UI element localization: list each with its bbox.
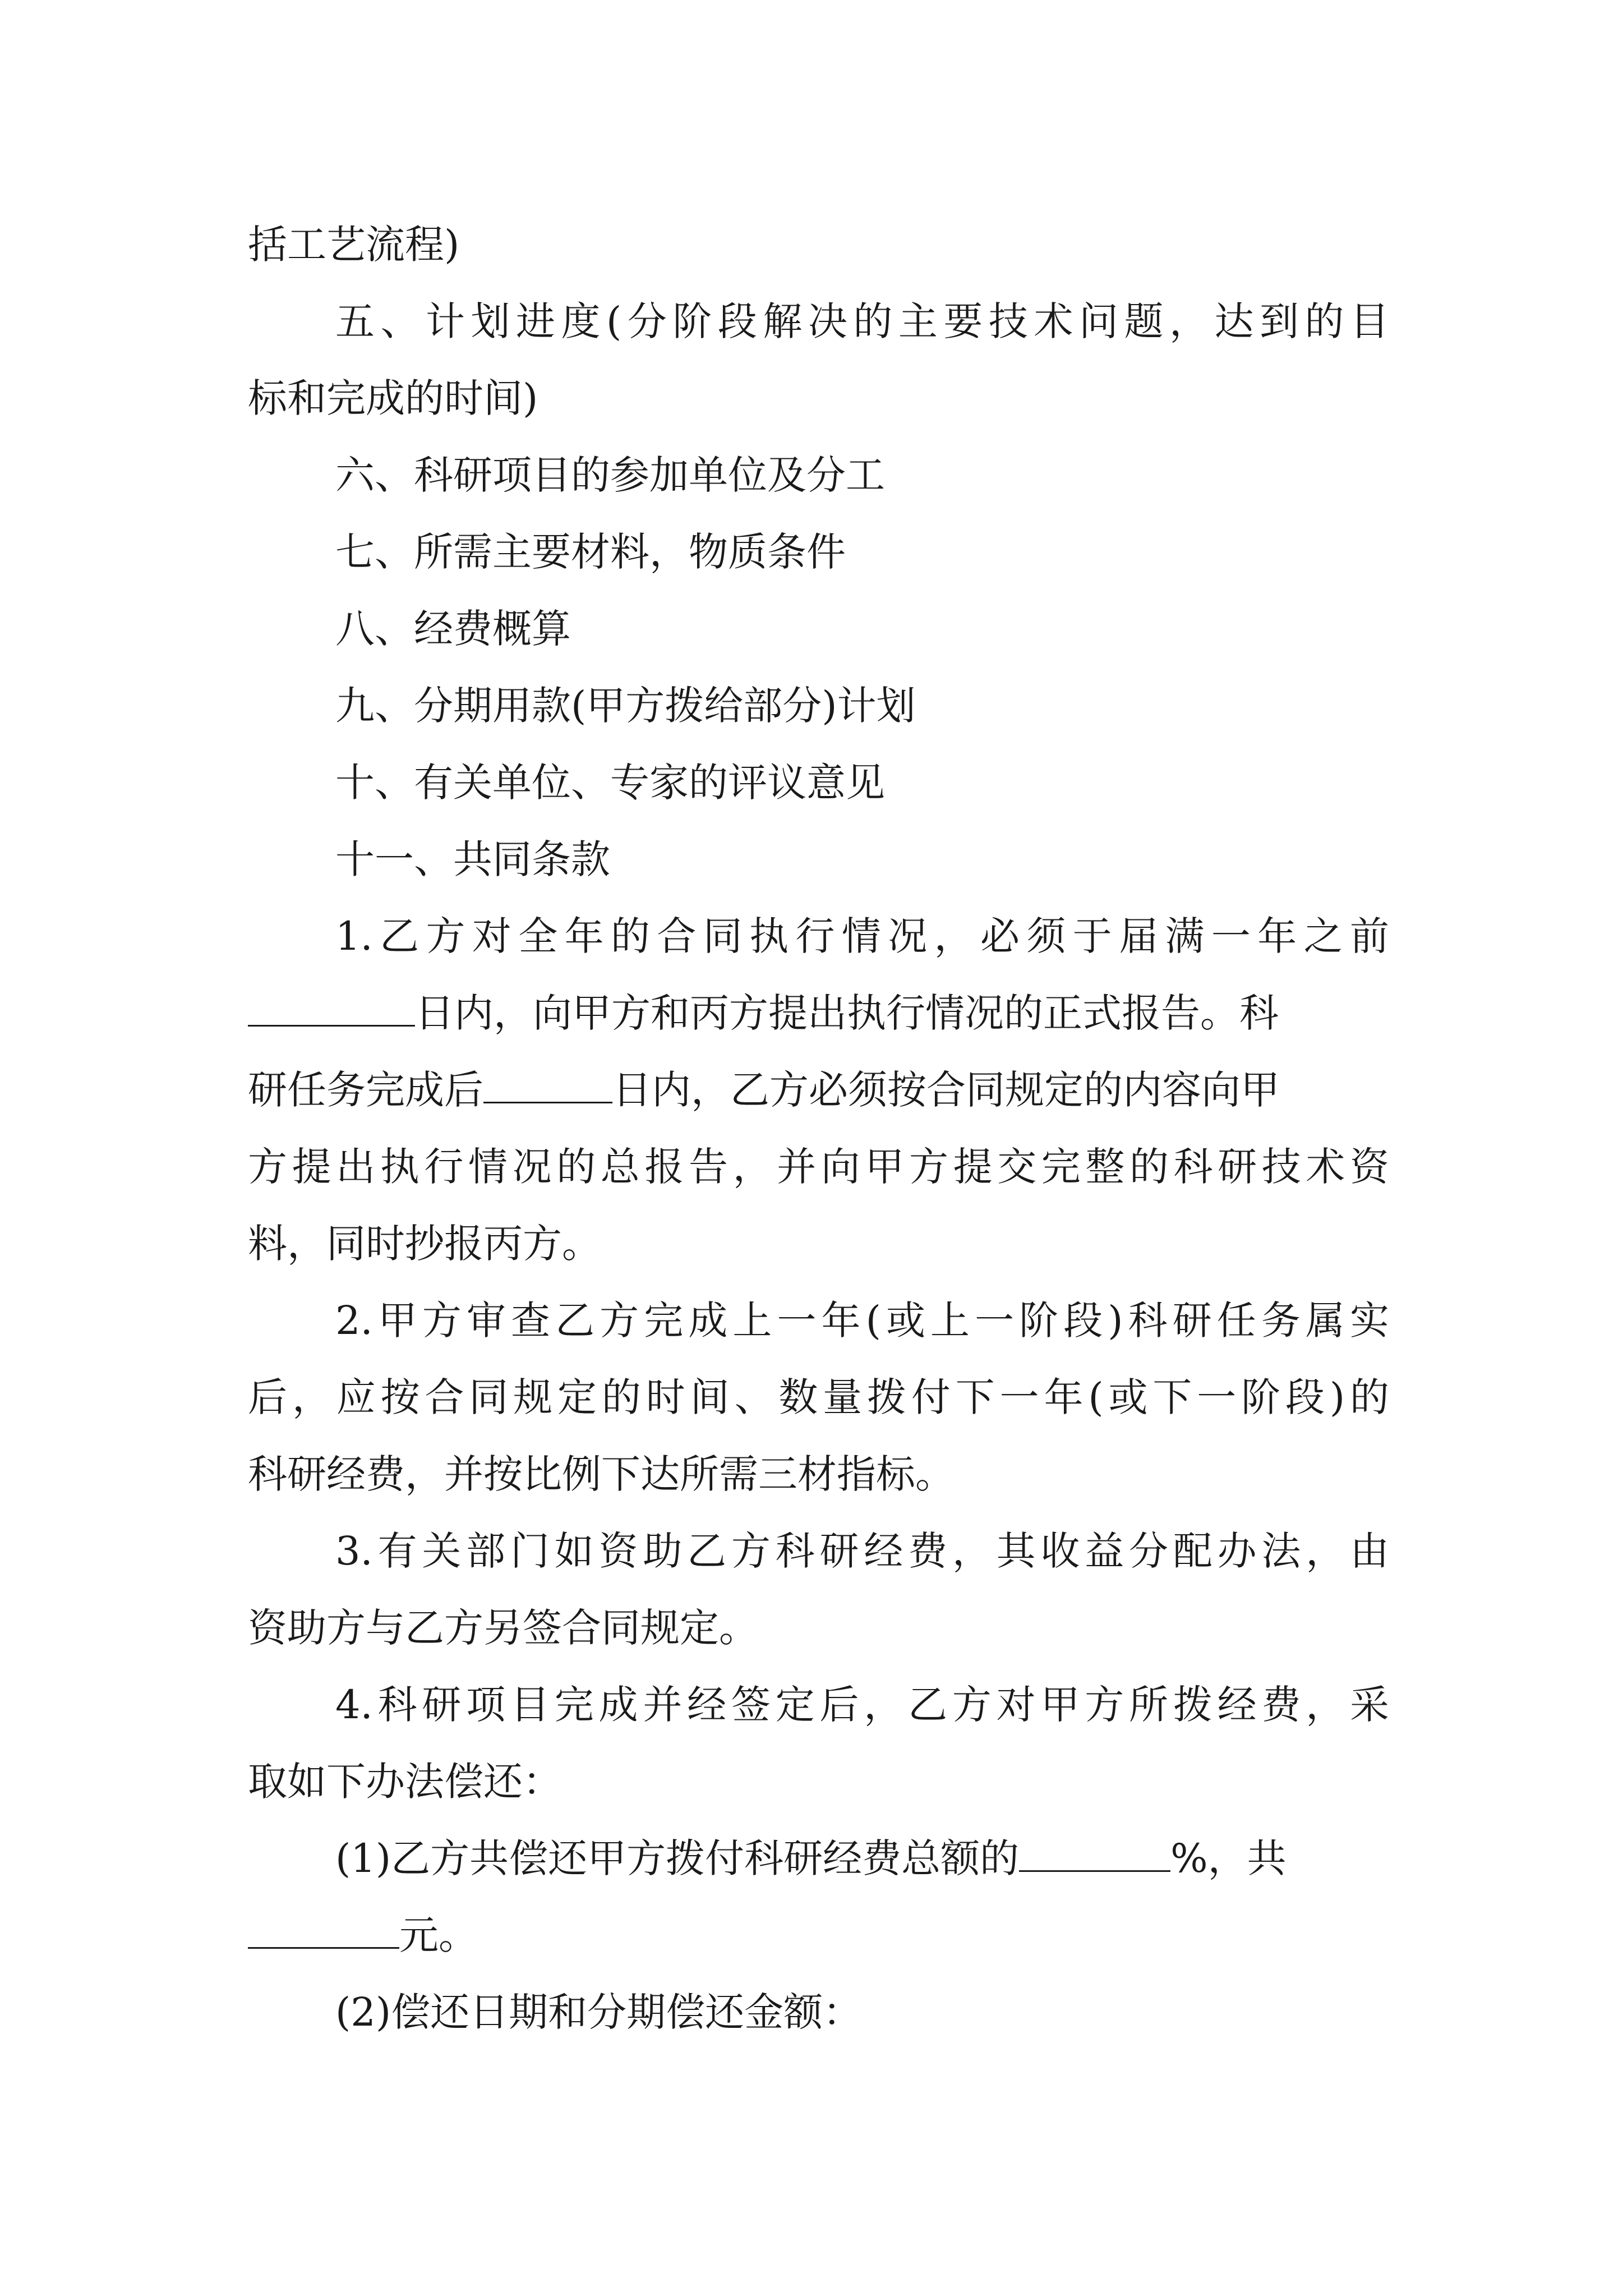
section-heading-participants: 六、科研项目的参加单位及分工 xyxy=(335,452,885,498)
text-fragment: %，共 xyxy=(1170,1835,1287,1881)
text-fragment: 元。 xyxy=(399,1912,478,1958)
text-fragment: 日内，向甲方和丙方提出执行情况的正式报告。科 xyxy=(415,990,1279,1036)
clause-2-line: 后，应按合同规定的时间、数量拨付下一年(或下一阶段)的 xyxy=(248,1374,1389,1420)
clause-2-line: 科研经费，并按比例下达所需三材指标。 xyxy=(248,1451,955,1497)
section-heading-materials: 七、所需主要材料，物质条件 xyxy=(335,529,846,575)
clause-1-line xyxy=(248,1052,1389,1129)
clause-4-1-line xyxy=(248,1897,1389,1974)
text-fragment: 研任务完成后 xyxy=(248,1067,483,1113)
clause-3-line: 资助方与乙方另签合同规定。 xyxy=(248,1605,758,1651)
clause-4-line: 4.科研项目完成并经签定后，乙方对甲方所拨经费，采 xyxy=(335,1682,1389,1728)
clause-1-line: 方提出执行情况的总报告，并向甲方提交完整的科研技术资 xyxy=(248,1144,1389,1190)
text-fragment: (1)乙方共偿还甲方拨付科研经费总额的 xyxy=(335,1835,1020,1881)
section-heading-payment-plan: 九、分期用款(甲方拨给部分)计划 xyxy=(335,683,916,729)
text-line: 括工艺流程) xyxy=(248,222,460,268)
clause-4-1-line xyxy=(248,1820,1389,1897)
fill-blank-days-final[interactable] xyxy=(483,1069,612,1103)
fill-blank-percent[interactable] xyxy=(1019,1838,1170,1872)
text-fragment: 日内，乙方必须按合同规定的内容向甲 xyxy=(612,1067,1280,1113)
fill-blank-amount[interactable] xyxy=(248,1915,399,1949)
document-body xyxy=(248,206,1389,2051)
clause-1-line: 料，同时抄报丙方。 xyxy=(248,1221,601,1267)
fill-blank-days-report[interactable] xyxy=(248,992,415,1027)
section-heading-expert-review: 十、有关单位、专家的评议意见 xyxy=(335,760,885,806)
section-heading-budget: 八、经费概算 xyxy=(335,606,571,652)
clause-2-line: 2.甲方审查乙方完成上一年(或上一阶段)科研任务属实 xyxy=(335,1297,1389,1343)
clause-1-line xyxy=(248,975,1389,1052)
clause-4-line: 取如下办法偿还： xyxy=(248,1759,562,1805)
clause-1-line: 1.乙方对全年的合同执行情况，必须于届满一年之前 xyxy=(335,913,1389,959)
clause-3-line: 3.有关部门如资助乙方科研经费，其收益分配办法，由 xyxy=(335,1528,1389,1574)
section-heading-common-terms: 十一、共同条款 xyxy=(335,836,610,882)
clause-4-2-line: (2)偿还日期和分期偿还金额： xyxy=(335,1989,863,2035)
section-heading-schedule: 五、计划进度(分阶段解决的主要技术问题，达到的目 xyxy=(335,298,1389,344)
text-line: 标和完成的时间) xyxy=(248,375,538,421)
